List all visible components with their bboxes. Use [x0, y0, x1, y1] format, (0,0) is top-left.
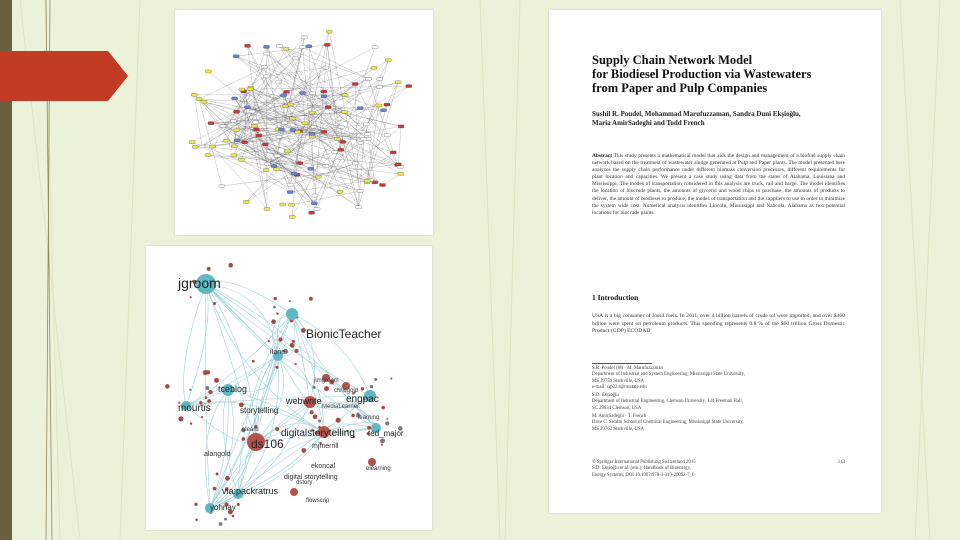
graph-minor-node: [278, 338, 282, 342]
paper-page-image: [549, 10, 881, 513]
graph-node: [281, 94, 287, 97]
graph-node: [288, 203, 294, 206]
graph-node: [278, 128, 284, 131]
graph-node: [271, 165, 277, 168]
graph-node: [357, 190, 363, 193]
graph-node: [243, 200, 249, 203]
graph-node: [371, 66, 377, 69]
label-webwrite: webwrite: [286, 396, 322, 406]
footer-line: Energy Systems, DOI 10.1007/978-3-319-20092-7_6: [592, 472, 695, 478]
graph-node: [253, 121, 259, 124]
graph-node: [321, 130, 327, 133]
graph-node: [223, 139, 229, 142]
graph-node: [398, 125, 404, 128]
graph-node: [289, 215, 295, 218]
page-number: 143: [837, 460, 845, 465]
graph-minor-node: [203, 370, 208, 375]
graph-node: [325, 184, 331, 187]
graph-node: [337, 190, 343, 193]
affiliation-line: Department of Industrial Engineering, Clemson University, 134 Freeman Hall,: [592, 399, 743, 405]
graph-node: [280, 203, 286, 206]
graph-node: [395, 163, 401, 166]
graph-node: [276, 80, 282, 83]
affiliation-line: MS 39759 Starkville, USA: [592, 378, 644, 384]
label-tceblog: tceblog: [218, 384, 248, 394]
graph-node: [263, 45, 269, 48]
label-ted-major: ted_major: [368, 429, 404, 438]
graph-node: [291, 172, 297, 175]
graph-edge: [204, 102, 359, 208]
graph-minor-node: [216, 473, 219, 476]
paper-title-line: from Paper and Pulp Companies: [592, 81, 768, 95]
graph-minor-node: [275, 427, 279, 431]
graph-edge: [279, 46, 355, 84]
graph-edge: [208, 155, 300, 163]
graph-node: [238, 158, 244, 161]
graph-minor-node: [294, 363, 296, 365]
graph-node: [281, 121, 287, 124]
graph-edge: [199, 99, 222, 186]
affiliations: [592, 366, 845, 435]
graph-node: [263, 75, 269, 78]
graph-node: [273, 168, 279, 171]
graph-node: [323, 66, 329, 69]
graph-node: [196, 98, 202, 101]
graph-node: [189, 141, 195, 144]
label-ds106: ds106: [251, 437, 284, 451]
graph-minor-node: [214, 378, 219, 383]
graph-node: [364, 179, 370, 182]
graph-node: [311, 202, 317, 205]
footer-line: © Springer International Publishing Switzerland 2015: [592, 460, 696, 465]
graph-node: [309, 211, 315, 214]
graph-edge: [292, 118, 400, 166]
graph-node: [283, 47, 289, 50]
graph-minor-node: [205, 396, 208, 399]
graph-minor-node: [336, 418, 341, 423]
network-graph-image-1: [175, 10, 433, 235]
label-yohnay: yohnay: [210, 503, 236, 512]
label-chrisgold: chrisgold: [334, 388, 359, 394]
graph-minor-node: [381, 406, 385, 410]
graph-minor-node: [252, 360, 255, 363]
graph-node: [287, 183, 293, 186]
graph-minor-node: [374, 378, 377, 381]
graph-node: [325, 106, 331, 109]
graph-minor-node: [301, 448, 306, 453]
intro-paragraph: USA is a big consumer of fossil fuels. In 2011, over 4 billion barrels of crude oil were imported, and over $460 billion were spent on petroleum products. This spending represents 0.8 % of the $60 trillion Gross Domestic Product (GDP) ECODAD: [592, 313, 845, 334]
graph-edge: [184, 284, 206, 406]
graph-node: [352, 162, 358, 165]
graph-node: [311, 125, 317, 128]
graph-node: [239, 88, 245, 91]
paper-title-line: Supply Chain Network Model: [592, 53, 753, 67]
graph-minor-node: [294, 349, 298, 353]
graph-minor-node: [273, 306, 276, 309]
graph-node: [302, 122, 308, 125]
social-network-graph-canvas: [146, 246, 432, 530]
affiliation-block: [592, 393, 845, 412]
graph-node: [287, 103, 293, 106]
paper-authors: [592, 110, 862, 128]
graph-edge: [250, 86, 408, 89]
graph-node: [332, 151, 338, 154]
graph-node: [385, 59, 391, 62]
node-dstory: [290, 488, 298, 496]
graph-node: [338, 125, 344, 128]
graph-node: [293, 57, 299, 60]
affiliation-block: [592, 414, 845, 433]
affiliation-line: Department of Industrial and System Engineering, Mississippi State University,: [592, 372, 745, 378]
label-elearning: elearning: [366, 466, 391, 472]
graph-node: [289, 117, 295, 120]
graph-minor-node: [165, 384, 170, 389]
label-mjmerrill: mjmerrill: [312, 443, 339, 450]
affiliation-line: S.D. Ekşioğlu: [592, 393, 619, 399]
graph-minor-node: [201, 416, 203, 418]
footnote-rule: [592, 363, 652, 364]
graph-node: [276, 44, 282, 47]
graph-node: [314, 207, 320, 210]
graph-node: [290, 128, 296, 131]
graph-node: [263, 169, 269, 172]
graph-node: [384, 103, 390, 106]
graph-minor-node: [292, 340, 295, 343]
graph-minor-node: [268, 340, 270, 342]
graph-node: [232, 97, 238, 100]
graph-node: [205, 70, 211, 73]
graph-node: [220, 125, 226, 128]
abstract-label: Abstract: [592, 153, 613, 159]
graph-node: [356, 206, 362, 209]
graph-edge: [186, 284, 208, 406]
graph-minor-node: [275, 366, 278, 369]
graph-node: [199, 145, 205, 148]
graph-minor-node: [207, 267, 211, 271]
affiliation-line: S.R. Poudel (✉) · M. Marufuzzaman: [592, 366, 663, 371]
graph-minor-node: [228, 263, 233, 268]
graph-minor-node: [380, 438, 385, 443]
graph-minor-node: [370, 385, 374, 389]
graph-node: [372, 46, 378, 49]
graph-edge: [237, 112, 315, 204]
affiliation-block: [592, 366, 845, 391]
graph-minor-node: [301, 328, 306, 333]
graph-node: [245, 44, 251, 47]
label-alangold: alangold: [204, 451, 231, 458]
graph-minor-node: [271, 319, 276, 324]
graph-node: [321, 90, 327, 93]
affiliation-line: SC 29634 Clemson, USA: [592, 405, 642, 411]
graph-node: [381, 109, 387, 112]
graph-node: [234, 139, 240, 142]
graph-node: [315, 175, 321, 178]
graph-minor-node: [190, 296, 192, 298]
graph-node: [285, 150, 291, 153]
graph-node: [231, 145, 237, 148]
graph-node: [234, 110, 240, 113]
graph-minor-node: [232, 515, 235, 518]
graph-node: [365, 133, 371, 136]
abstract-text: This study presents a mathematical model that aids the design and management of a biofuel supply chain network based on the treatment of wastewater sludge generated at Pulp and Paper plants. The model presented here analyzes the supply chain performance under different biomass conversion processes, different requirements for plant location and capacities. We present a case study using data from the states of Alabama, Louisiana and Mississippi. The modes of transportation considered in this analysis are truck, rail and barge. The model identifies the location of biocrude plants, the amounts of glycerol and wood chips to purchase, the amounts of products to deliver, the amount of biodiesel to produce, the modes of transportation and the suppliers to use in order to minimize the system wide cost. Numerical analysis identifies Lincoln, Mississippi and Nahcola, Alabama as two potential locations for biocrude plants.: [592, 153, 845, 216]
graph-node: [342, 111, 348, 114]
graph-node: [201, 100, 207, 103]
graph-node: [324, 43, 330, 46]
graph-minor-node: [178, 416, 183, 421]
graph-minor-node: [361, 387, 364, 390]
graph-node: [306, 45, 312, 48]
graph-node: [300, 91, 306, 94]
label-jgroom: jgroom: [178, 275, 221, 291]
graph-node: [340, 140, 346, 143]
graph-node: [205, 154, 211, 157]
affiliation-line: e-mail: srp224@msstate.edu: [592, 384, 647, 390]
graph-edge: [312, 93, 313, 112]
graph-node: [261, 66, 267, 69]
paper-title: [592, 53, 862, 95]
graph-node: [380, 184, 386, 187]
graph-node: [338, 148, 344, 151]
label-elearn: elearn: [242, 427, 259, 433]
graph-minor-node: [194, 503, 197, 506]
affiliation-line: Dave C. Swalm School of Chemical Engineering, Mississippi State University,: [592, 420, 744, 426]
graph-minor-node: [318, 419, 321, 422]
graph-node: [264, 207, 270, 210]
graph-node: [274, 154, 280, 157]
graph-node: [309, 132, 315, 135]
graph-minor-node: [213, 302, 216, 305]
graph-node: [244, 106, 250, 109]
label-flowscrip: flowscrip: [306, 498, 330, 504]
graph-node: [377, 85, 383, 88]
graph-edge: [264, 67, 345, 112]
label-mourtis: mourtis: [178, 403, 211, 414]
graph-minor-node: [324, 386, 329, 391]
graph-node: [262, 143, 268, 146]
graph-node: [398, 172, 404, 175]
graph-minor-node: [276, 312, 278, 314]
label-bionicteacher: BionicTeacher: [306, 327, 382, 341]
paper-footer: [592, 460, 845, 479]
graph-node: [208, 122, 214, 125]
graph-node: [334, 137, 340, 140]
graph-minor-node: [241, 437, 245, 441]
graph-node: [326, 30, 332, 33]
graph-minor-node: [351, 414, 355, 418]
graph-minor-node: [381, 444, 383, 446]
graph-edge: [276, 169, 360, 191]
graph-node: [357, 107, 363, 110]
social-network-graph-image: [146, 246, 432, 530]
graph-edge: [387, 82, 398, 104]
graph-node: [192, 145, 198, 148]
graph-minor-node: [310, 410, 314, 414]
graph-node: [241, 141, 247, 144]
graph-node: [312, 194, 318, 197]
graph-node: [301, 36, 307, 39]
graph-node: [253, 128, 259, 131]
label-via-packratrus: via:packratrus: [222, 486, 279, 496]
graph-node: [264, 52, 270, 55]
graph-node: [361, 138, 367, 141]
graph-minor-node: [312, 386, 315, 389]
paper-authors-line: Maria AmirSadeghi and Todd French: [592, 119, 705, 127]
graph-node: [233, 55, 239, 58]
graph-node: [283, 90, 289, 93]
graph-node: [376, 104, 382, 107]
graph-minor-node: [237, 503, 240, 506]
graph-node: [352, 82, 358, 85]
graph-node: [365, 77, 371, 80]
footer-line: S.D. Ekşioğlu et al. (eds.), Handbook of Bioenergy,: [592, 466, 691, 472]
graph-node: [310, 92, 316, 95]
label-engpac: engpac: [346, 394, 379, 405]
graph-edge: [290, 47, 302, 104]
graph-node: [342, 94, 348, 97]
graph-minor-node: [385, 421, 389, 425]
network-graph-1-canvas: [175, 10, 433, 235]
graph-node: [384, 134, 390, 137]
graph-node: [264, 162, 270, 165]
graph-node: [282, 105, 288, 108]
label-digitalstorytelling: digitalstorytelling: [281, 428, 355, 439]
graph-node: [219, 184, 225, 187]
section-heading: 1 Introduction: [592, 293, 639, 302]
label-jimgroom: jimgroom: [314, 378, 339, 384]
graph-minor-node: [195, 518, 198, 521]
graph-node: [230, 120, 236, 123]
graph-minor-node: [208, 390, 212, 394]
red-arrow-decoration: [0, 51, 128, 101]
graph-node: [191, 93, 197, 96]
graph-node: [406, 85, 412, 88]
graph-node: [395, 81, 401, 84]
graph-minor-node: [213, 487, 217, 491]
paper-authors-line: Sushil R. Poudel, Mohammad Marufuzzaman, Sandra Duni Ekşioğlu,: [592, 110, 801, 118]
graph-edge: [398, 126, 401, 164]
affiliation-line: MS 39762 Starkville, USA: [592, 426, 644, 432]
graph-minor-node: [273, 297, 276, 300]
graph-node: [210, 145, 216, 148]
graph-minor-node: [189, 389, 191, 391]
label-iiane: iIane: [270, 349, 286, 356]
graph-minor-node: [289, 300, 291, 302]
graph-edge: [312, 105, 379, 212]
graph-minor-node: [313, 414, 318, 419]
graph-node: [256, 134, 262, 137]
graph-node: [363, 123, 369, 126]
graph-node: [390, 151, 396, 154]
graph-node: [358, 141, 364, 144]
graph-minor-node: [309, 297, 313, 301]
graph-minor-node: [386, 418, 388, 420]
graph-edge: [383, 174, 401, 185]
graph-minor-node: [190, 422, 192, 424]
graph-node: [297, 162, 303, 165]
graph-minor-node: [390, 377, 392, 379]
graph-node: [300, 46, 306, 49]
graph-node: [321, 95, 327, 98]
label-storytelling: storytelling: [240, 406, 279, 415]
graph-minor-node: [225, 476, 230, 481]
node-elearning: [368, 458, 376, 466]
graph-node: [251, 125, 257, 128]
label-ekoncal: ekoncal: [311, 463, 336, 470]
label-dstory: dstory: [296, 480, 313, 486]
label-learning: learning: [358, 415, 380, 421]
graph-node: [249, 110, 255, 113]
graph-node: [309, 111, 315, 114]
graph-node: [287, 191, 293, 194]
node-bionicteacher: [286, 308, 298, 320]
graph-node: [234, 128, 240, 131]
graph-minor-node: [219, 522, 223, 526]
graph-minor-node: [290, 343, 295, 348]
graph-node: [276, 135, 282, 138]
graph-node: [323, 165, 329, 168]
graph-minor-node: [224, 518, 227, 521]
paper-title-line: for Biodiesel Production via Wastewaters: [592, 67, 812, 81]
label-medialearner: MediaLearner: [322, 404, 360, 410]
graph-node: [377, 77, 383, 80]
graph-node: [231, 154, 237, 157]
graph-minor-node: [205, 386, 209, 390]
graph-edge: [364, 60, 388, 139]
graph-edge: [206, 284, 256, 442]
label-digital-storytelling: digital storytelling: [284, 474, 338, 481]
graph-node: [247, 88, 253, 91]
paper-abstract: [592, 153, 845, 217]
affiliation-line: M. AmirSadeghi · T. French: [592, 414, 647, 420]
graph-node: [308, 167, 314, 170]
